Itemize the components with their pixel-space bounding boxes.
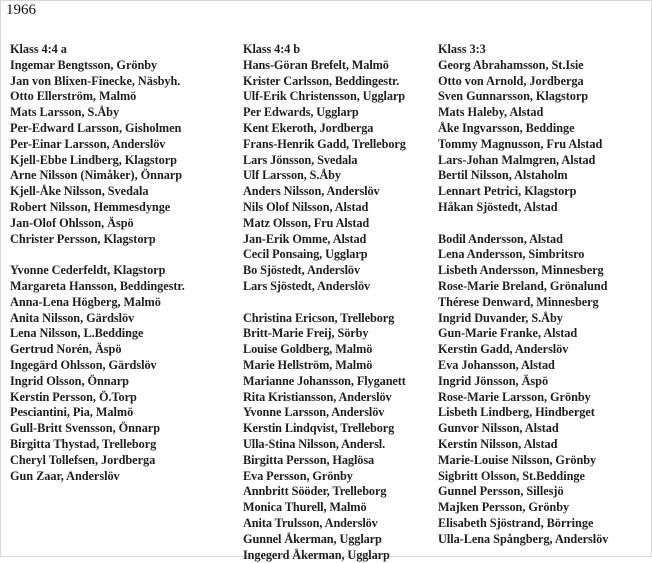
student-entry: Jan-Erik Omme, Alstad (243, 232, 439, 248)
student-entry: Kjell-Ebbe Lindberg, Klagstorp (10, 153, 236, 169)
student-entry: Thérese Denward, Minnesberg (438, 295, 650, 311)
student-entry: Mats Larsson, S.Åby (10, 105, 236, 121)
student-group (243, 311, 439, 563)
student-entry: Lena Nilsson, L.Beddinge (10, 326, 236, 342)
student-entry: Åke Ingvarsson, Beddinge (438, 121, 650, 137)
student-entry: Eva Persson, Grönby (243, 469, 439, 485)
student-entry: Yvonne Larsson, Anderslöv (243, 405, 439, 421)
class-heading: Klass 4:4 a (10, 42, 236, 58)
class-heading: Klass 4:4 b (243, 42, 439, 58)
student-entry: Ingrid Olsson, Önnarp (10, 374, 236, 390)
student-entry: Gunvor Nilsson, Alstad (438, 421, 650, 437)
student-entry: Anita Trulsson, Anderslöv (243, 516, 439, 532)
student-entry: Lars-Johan Malmgren, Alstad (438, 153, 650, 169)
student-entry: Sigbritt Olsson, St.Beddinge (438, 469, 650, 485)
column-klass-3-3 (438, 42, 650, 548)
student-group (10, 42, 236, 247)
student-entry: Lisbeth Lindberg, Hindberget (438, 405, 650, 421)
student-entry: Kerstin Persson, Ö.Torp (10, 390, 236, 406)
student-entry: Rose-Marie Larsson, Grönby (438, 390, 650, 406)
student-entry: Ulla-Stina Nilsson, Andersl. (243, 437, 439, 453)
student-entry: Ingegerd Åkerman, Ugglarp (243, 548, 439, 563)
student-entry: Frans-Henrik Gadd, Trelleborg (243, 137, 439, 153)
student-entry: Gun Zaar, Anderslöv (10, 469, 236, 485)
student-entry: Lars Jönsson, Svedala (243, 153, 439, 169)
student-entry: Cheryl Tollefsen, Jordberga (10, 453, 236, 469)
student-entry: Ulf Larsson, S.Åby (243, 168, 439, 184)
student-entry: Ingrid Duvander, S.Åby (438, 311, 650, 327)
student-entry: Louise Goldberg, Malmö (243, 342, 439, 358)
student-entry: Bodil Andersson, Alstad (438, 232, 650, 248)
student-entry: Ingrid Jönsson, Äspö (438, 374, 650, 390)
student-entry: Lisbeth Andersson, Minnesberg (438, 263, 650, 279)
student-entry: Majken Persson, Grönby (438, 500, 650, 516)
student-entry: Gunnel Persson, Sillesjö (438, 484, 650, 500)
student-entry: Yvonne Cederfeldt, Klagstorp (10, 263, 236, 279)
student-group (243, 42, 439, 295)
student-entry: Kjell-Åke Nilsson, Svedala (10, 184, 236, 200)
student-entry: Anna-Lena Högberg, Malmö (10, 295, 236, 311)
student-entry: Lena Andersson, Simbritsro (438, 247, 650, 263)
student-entry: Birgitta Thystad, Trelleborg (10, 437, 236, 453)
column-klass-4-4-a (10, 42, 236, 484)
student-entry: Hans-Göran Brefelt, Malmö (243, 58, 439, 74)
student-entry: Kent Ekeroth, Jordberga (243, 121, 439, 137)
student-entry: Krister Carlsson, Beddingestr. (243, 74, 439, 90)
student-entry: Mats Haleby, Alstad (438, 105, 650, 121)
student-entry: Ingegärd Ohlsson, Gärdslöv (10, 358, 236, 374)
student-entry: Per-Einar Larsson, Anderslöv (10, 137, 236, 153)
student-entry: Eva Johansson, Alstad (438, 358, 650, 374)
student-entry: Ingemar Bengtsson, Grönby (10, 58, 236, 74)
student-entry: Cecil Ponsaing, Ugglarp (243, 247, 439, 263)
student-entry: Pesciantini, Pia, Malmö (10, 405, 236, 421)
year-label: 1966 (6, 2, 36, 19)
student-entry: Bo Sjöstedt, Anderslöv (243, 263, 439, 279)
group-spacer (438, 216, 650, 232)
group-spacer (10, 247, 236, 263)
student-entry: Tommy Magnusson, Fru Alstad (438, 137, 650, 153)
student-entry: Elisabeth Sjöstrand, Börringe (438, 516, 650, 532)
group-spacer (243, 295, 439, 311)
student-entry: Gull-Britt Svensson, Önnarp (10, 421, 236, 437)
student-entry: Monica Thurell, Malmö (243, 500, 439, 516)
student-entry: Margareta Hansson, Beddingestr. (10, 279, 236, 295)
student-entry: Per-Edward Larsson, Gisholmen (10, 121, 236, 137)
student-entry: Britt-Marie Freij, Sörby (243, 326, 439, 342)
student-entry: Gun-Marie Franke, Alstad (438, 326, 650, 342)
student-entry: Matz Olsson, Fru Alstad (243, 216, 439, 232)
student-entry: Ulla-Lena Spångberg, Anderslöv (438, 532, 650, 548)
student-entry: Birgitta Persson, Haglösa (243, 453, 439, 469)
student-entry: Håkan Sjöstedt, Alstad (438, 200, 650, 216)
student-entry: Jan von Blixen-Finecke, Näsbyh. (10, 74, 236, 90)
student-entry: Lennart Petrici, Klagstorp (438, 184, 650, 200)
student-entry: Anita Nilsson, Gärdslöv (10, 311, 236, 327)
student-entry: Marie Hellström, Malmö (243, 358, 439, 374)
student-entry: Georg Abrahamsson, St.Isie (438, 58, 650, 74)
student-entry: Kerstin Nilsson, Alstad (438, 437, 650, 453)
student-entry: Jan-Olof Ohlsson, Äspö (10, 216, 236, 232)
student-entry: Rose-Marie Breland, Grönalund (438, 279, 650, 295)
student-entry: Ulf-Erik Christensson, Ugglarp (243, 89, 439, 105)
student-entry: Sven Gunnarsson, Klagstorp (438, 89, 650, 105)
class-heading: Klass 3:3 (438, 42, 650, 58)
student-group (438, 232, 650, 548)
student-entry: Lars Sjöstedt, Anderslöv (243, 279, 439, 295)
student-entry: Marie-Louise Nilsson, Grönby (438, 453, 650, 469)
student-entry: Anders Nilsson, Anderslöv (243, 184, 439, 200)
student-entry: Gertrud Norén, Äspö (10, 342, 236, 358)
student-entry: Robert Nilsson, Hemmesdynge (10, 200, 236, 216)
student-group (438, 42, 650, 216)
student-entry: Annbritt Sööder, Trelleborg (243, 484, 439, 500)
student-entry: Arne Nilsson (Nimåker), Önnarp (10, 168, 236, 184)
student-entry: Bertil Nilsson, Alstaholm (438, 168, 650, 184)
student-entry: Rita Kristiansson, Anderslöv (243, 390, 439, 406)
student-entry: Per Edwards, Ugglarp (243, 105, 439, 121)
student-entry: Gunnel Åkerman, Ugglarp (243, 532, 439, 548)
column-klass-4-4-b (243, 42, 439, 563)
student-entry: Nils Olof Nilsson, Alstad (243, 200, 439, 216)
student-entry: Otto Ellerström, Malmö (10, 89, 236, 105)
student-entry: Kerstin Gadd, Anderslöv (438, 342, 650, 358)
student-entry: Christina Ericson, Trelleborg (243, 311, 439, 327)
student-entry: Otto von Arnold, Jordberga (438, 74, 650, 90)
student-entry: Kerstin Lindqvist, Trelleborg (243, 421, 439, 437)
student-group (10, 263, 236, 484)
student-entry: Marianne Johansson, Flyganett (243, 374, 439, 390)
student-entry: Christer Persson, Klagstorp (10, 232, 236, 248)
